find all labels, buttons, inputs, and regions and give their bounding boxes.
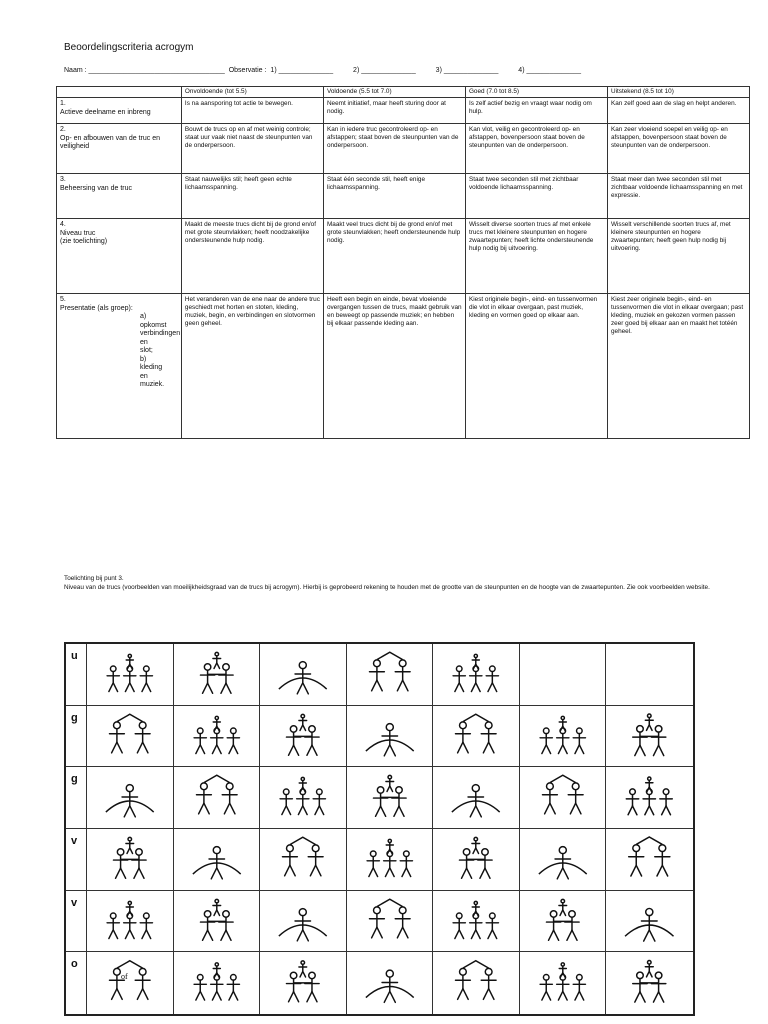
- criterion-label: [57, 294, 182, 439]
- criterion-label-line: 3.: [60, 176, 66, 183]
- criterion-label: [57, 98, 182, 124]
- observation-1-field[interactable]: 1) ______________: [270, 67, 334, 74]
- figure-cell: [606, 829, 693, 891]
- header-cell: Goed (7.0 tot 8.5): [465, 87, 607, 98]
- acrogym-pose-sketch: [93, 712, 167, 761]
- toelichting: [64, 574, 714, 592]
- criterion-cell: Heeft een begin en einde, bevat vloeiende overgangen tussen de trucs, maakt gebruik van en beweegt op passende muziek; en hebben bij elkaar passende kleding aan.: [323, 294, 465, 439]
- table-row: [57, 124, 750, 174]
- acrogym-pose-sketch: [612, 773, 687, 822]
- figure-cell: [433, 644, 520, 706]
- table-row: [57, 174, 750, 219]
- acrogym-pose-sketch: [180, 958, 254, 1008]
- acrogym-pose-sketch: [266, 650, 340, 699]
- observatie-label: Observatie :: [228, 67, 267, 74]
- acrogym-pose-sketch: [526, 712, 600, 761]
- criterion-cell: Kan vlot, veilig en gecontroleerd op- en afstappen, bovenpersoon staat boven de steunpunten van de onderpersoon.: [465, 124, 607, 174]
- figure-cell: [174, 767, 261, 829]
- figure-cell: [87, 952, 174, 1014]
- figure-cell: [260, 952, 347, 1014]
- figure-cell: [433, 829, 520, 891]
- figure-cell: [260, 706, 347, 768]
- criterion-cell: Kan zelf goed aan de slag en helpt anderen.: [607, 98, 749, 124]
- acrogym-pose-sketch: [266, 958, 340, 1008]
- sublist-item: a) opkomst: [140, 313, 167, 329]
- figure-cell: [174, 644, 261, 706]
- acrogym-pose-sketch: [353, 773, 427, 822]
- acrogym-pose-sketch: [266, 835, 340, 884]
- criterion-cell: Kan in iedere truc gecontroleerd op- en afstappen; staat boven de steunpunten van de onderpersoon.: [323, 124, 465, 174]
- note-heading: Toelichting bij punt 3.: [64, 575, 124, 582]
- observation-2-field[interactable]: 2) ______________: [353, 67, 416, 74]
- figure-cell: [260, 829, 347, 891]
- acrogym-pose-sketch: [439, 650, 513, 699]
- header-row: [57, 87, 750, 98]
- criterion-label-line: Actieve deelname en inbreng: [60, 108, 151, 116]
- header-cell: Uitstekend (8.5 tot 10): [607, 87, 749, 98]
- acrogym-pose-sketch: [526, 958, 600, 1008]
- figure-cell: [520, 829, 607, 891]
- acrogym-pose-sketch: [93, 958, 167, 1008]
- criterion-cell: Staat nauwelijks stil; heeft geen echte lichaamsspanning.: [181, 174, 323, 219]
- criterion-cell: Is zelf actief bezig en vraagt waar nodig om hulp.: [465, 98, 607, 124]
- level-label: v: [66, 829, 87, 891]
- figure-cell: [606, 891, 693, 953]
- criterion-cell: Maakt veel trucs dicht bij de grond en/of met grote steunvlakken; heeft ondersteunende hulp nodig.: [323, 219, 465, 294]
- figure-cell: [347, 829, 434, 891]
- name-field[interactable]: Naam : ___________________________________: [64, 67, 225, 74]
- criterion-label: [57, 219, 182, 294]
- figure-cell: [606, 706, 693, 768]
- table-row: [57, 294, 750, 439]
- criterion-label: [57, 124, 182, 174]
- criterion-cell: Kiest originele begin-, eind- en tussenvormen die vlot in elkaar overgaan, past muziek, kleding en vormen goed op elkaar aan.: [465, 294, 607, 439]
- figure-cell: [87, 706, 174, 768]
- form-line: [64, 67, 583, 74]
- criterion-label-line: 5.: [60, 296, 66, 303]
- figure-cell: [174, 706, 261, 768]
- figure-cell: [433, 891, 520, 953]
- acrogym-pose-sketch: [353, 650, 427, 699]
- figure-cell: [606, 644, 693, 706]
- figure-cell: [174, 829, 261, 891]
- criterion-cell: Staat twee seconden stil met zichtbaar voldoende lichaamsspanning.: [465, 174, 607, 219]
- acrogym-pose-sketch: [439, 712, 513, 761]
- figure-cell: [520, 891, 607, 953]
- acrogym-pose-sketch: [266, 897, 340, 946]
- acrogym-pose-sketch: [526, 835, 600, 884]
- criterion-cell: Neemt initiatief, maar heeft sturing door at nodig.: [323, 98, 465, 124]
- sublist-item: b) kleding: [140, 355, 163, 371]
- figure-cell: [433, 952, 520, 1014]
- acrogym-pose-sketch: [353, 897, 427, 946]
- table-row: [57, 98, 750, 124]
- sublist-item: en muziek.: [140, 372, 165, 388]
- criterion-cell: Bouwt de trucs op en af met weinig controle; staat uur vaak niet naast de steunpunten van de onderpersoon.: [181, 124, 323, 174]
- figure-cell: [260, 891, 347, 953]
- acrogym-pose-sketch: [526, 773, 600, 822]
- criterion-cell: Maakt de meeste trucs dicht bij de grond en/of met grote steunvlakken; heeft noodzakelijke ondersteunende hulp nodig.: [181, 219, 323, 294]
- figure-cell: [606, 952, 693, 1014]
- criterion-cell: Het veranderen van de ene naar de andere truc geschiedt met horten en stoten, kleding, muziek, begin, en verbindingen en slotvormen geen geheel.: [181, 294, 323, 439]
- figure-cell: [347, 706, 434, 768]
- figure-cell: [87, 891, 174, 953]
- acrogym-pose-sketch: [353, 835, 427, 884]
- acrogym-pose-sketch: [439, 835, 513, 884]
- page-title: Beoordelingscriteria acrogym: [64, 42, 194, 53]
- criterion-label-line: Niveau truc: [60, 229, 96, 237]
- figure-cell: [87, 644, 174, 706]
- criterion-cell: Kan zeer vloeiend soepel en veilig op- en afstappen, bovenpersoon staat boven de steunpunten van de onderpersoon.: [607, 124, 749, 174]
- figure-cell: [260, 644, 347, 706]
- criterion-label-line: 1.: [60, 100, 66, 107]
- acrogym-pose-sketch: [526, 897, 600, 946]
- acrogym-figure-grid: [64, 642, 695, 1016]
- header-cell: Onvoldoende (tot 5.5): [181, 87, 323, 98]
- figure-annotation: of: [121, 972, 128, 982]
- acrogym-pose-sketch: [353, 958, 427, 1008]
- acrogym-pose-sketch: [353, 712, 427, 761]
- criterion-cell: Is na aansporing tot actie te bewegen.: [181, 98, 323, 124]
- figure-cell: [347, 952, 434, 1014]
- criterion-cell: Wisselt diverse soorten trucs af met enkele trucs met kleinere steunpunten en hogere zwaartepunten; heeft lichte ondersteunende hulp nodig bij uitvoering.: [465, 219, 607, 294]
- criterion-cell: Wisselt verschillende soorten trucs af, met kleinere steunpunten en hogere zwaartepunten; heeft geen hulp nodig bij uitvoering.: [607, 219, 749, 294]
- acrogym-pose-sketch: [93, 835, 167, 884]
- level-label: g: [66, 767, 87, 829]
- acrogym-pose-sketch: [180, 773, 254, 822]
- figure-cell: [174, 952, 261, 1014]
- criterion-label-line: Beheersing van de truc: [60, 184, 132, 192]
- acrogym-pose-sketch: [266, 773, 340, 822]
- figure-cell: [260, 767, 347, 829]
- figure-cell: [433, 767, 520, 829]
- figure-cell: [174, 891, 261, 953]
- figure-cell: [520, 706, 607, 768]
- sublist-item: en slot;: [140, 338, 153, 354]
- figure-cell: [347, 644, 434, 706]
- acrogym-pose-sketch: [439, 897, 513, 946]
- note-text: Niveau van de trucs (voorbeelden van moeilijkheidsgraad van de trucs bij acrogym). Hierbij is geprobeerd rekening te houden met de grootte van de steunpunten en de hoogte van de zwaartepunten. Zie ook voorbeelden website.: [64, 584, 710, 591]
- figure-cell: [433, 706, 520, 768]
- criterion-label-line: Presentatie (als groep):: [60, 304, 133, 312]
- sublist-item: verbindingen: [140, 330, 181, 337]
- criterion-cell: Staat één seconde stil, heeft enige lichaamsspanning.: [323, 174, 465, 219]
- acrogym-pose-sketch: [439, 958, 513, 1008]
- observation-4-field[interactable]: 4) ______________: [518, 67, 581, 74]
- figure-cell: [520, 767, 607, 829]
- figure-cell: [347, 891, 434, 953]
- acrogym-pose-sketch: [612, 835, 687, 884]
- criterion-label-line: Op- en afbouwen van de truc en veiligheid: [60, 134, 161, 150]
- acrogym-pose-sketch: [266, 712, 340, 761]
- figure-cell: [347, 767, 434, 829]
- figure-cell: [520, 644, 607, 706]
- criteria-table: [56, 86, 750, 439]
- figure-cell: [87, 829, 174, 891]
- acrogym-pose-sketch: [612, 958, 687, 1008]
- acrogym-pose-sketch: [93, 773, 167, 822]
- figure-cell: [520, 952, 607, 1014]
- criterion-label-line: 4.: [60, 221, 66, 228]
- criterion-label-line: (zie toelichting): [60, 238, 108, 245]
- figure-cell: [87, 767, 174, 829]
- acrogym-pose-sketch: [180, 712, 254, 761]
- level-label: u: [66, 644, 87, 706]
- level-label: v: [66, 891, 87, 953]
- acrogym-pose-sketch: [180, 650, 254, 699]
- observation-3-field[interactable]: 3) ______________: [435, 67, 499, 74]
- figure-cell: [606, 767, 693, 829]
- header-cell: Voldoende (5.5 tot 7.0): [323, 87, 465, 98]
- acrogym-pose-sketch: [93, 897, 167, 946]
- acrogym-pose-sketch: [180, 897, 254, 946]
- acrogym-pose-sketch: [612, 897, 687, 946]
- presentation-sublist: [60, 313, 181, 390]
- header-cell: [57, 87, 182, 98]
- level-label: o: [66, 952, 87, 1014]
- acrogym-pose-sketch: [93, 650, 167, 699]
- criterion-label-line: 2.: [60, 126, 66, 133]
- acrogym-pose-sketch: [180, 835, 254, 884]
- table-row: [57, 219, 750, 294]
- criterion-cell: Kiest zeer originele begin-, eind- en tussenvormen die vlot in elkaar overgaan; past kleding, muziek en gekozen vormen passen zeer goed bij elkaar aan en maakt het totéén geheel.: [607, 294, 749, 439]
- criterion-cell: Staat meer dan twee seconden stil met zichtbaar voldoende lichaamsspanning en met expressie.: [607, 174, 749, 219]
- acrogym-pose-sketch: [612, 712, 687, 761]
- criterion-label: [57, 174, 182, 219]
- level-label: g: [66, 706, 87, 768]
- acrogym-pose-sketch: [439, 773, 513, 822]
